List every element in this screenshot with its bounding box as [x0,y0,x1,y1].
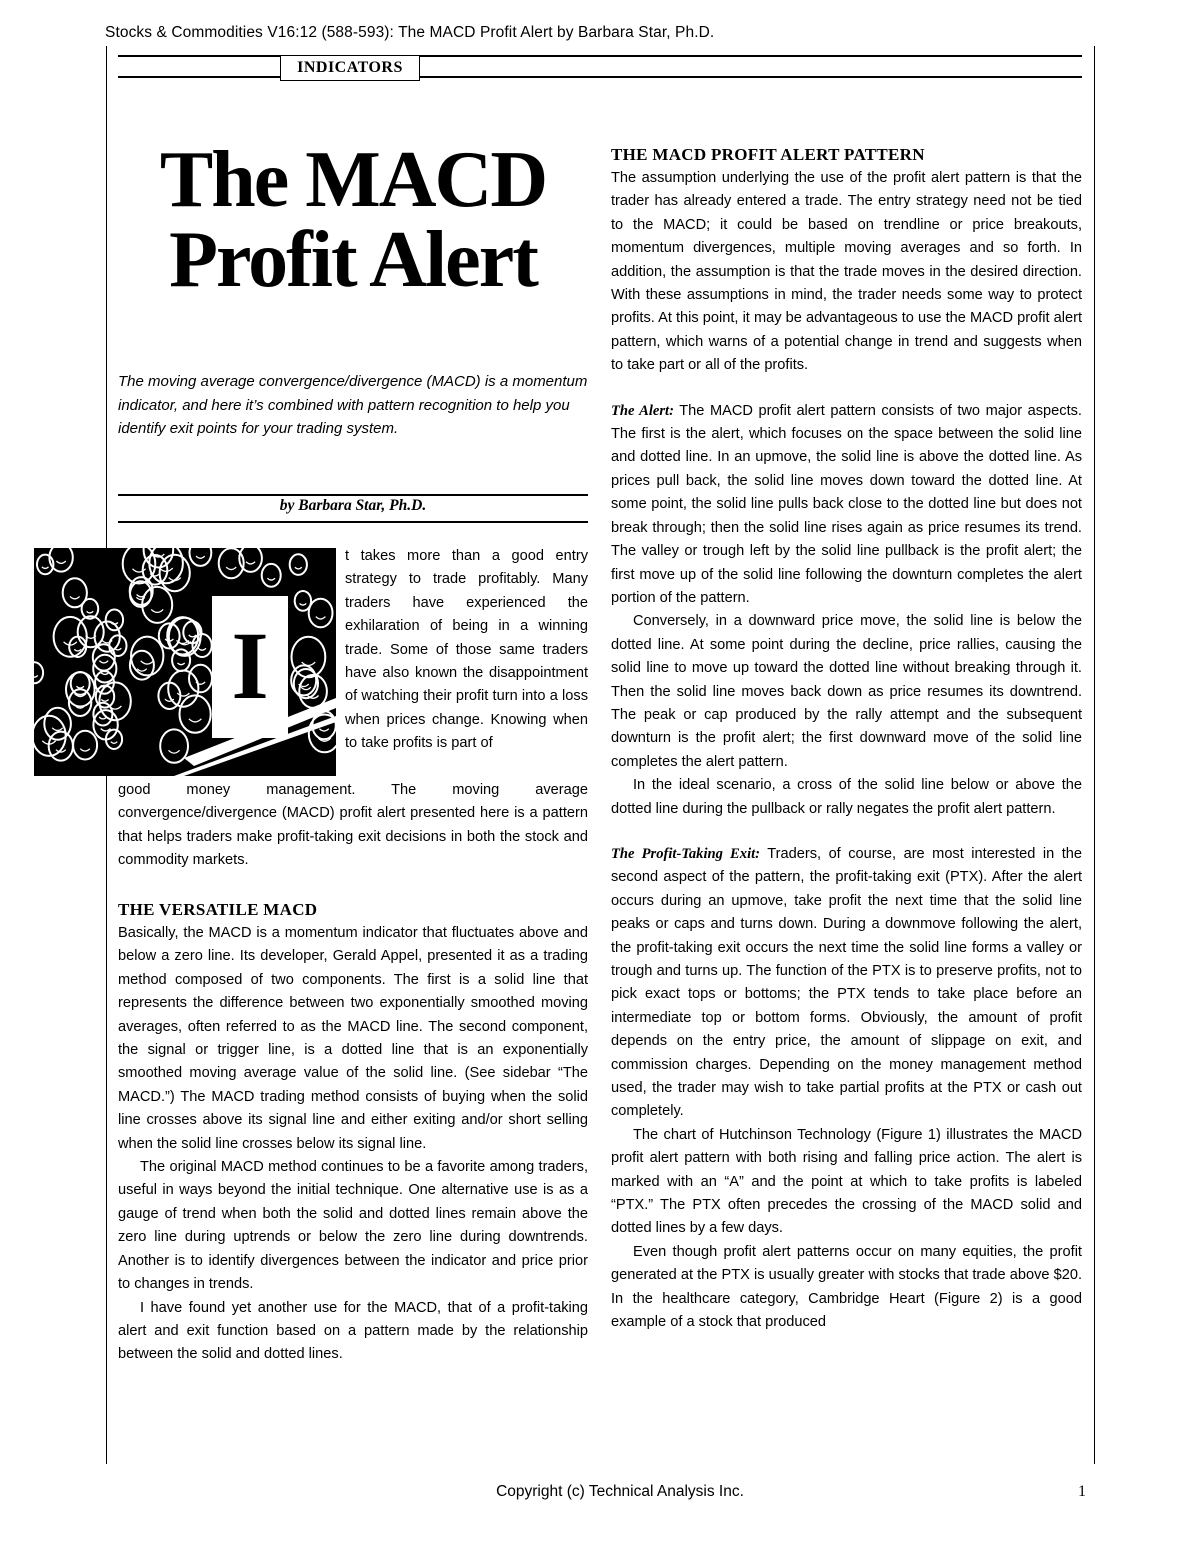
section-heading-versatile: THE VERSATILE MACD [118,900,318,919]
article-title-line-1: The MACD [159,136,547,224]
exit-paragraph-2: The chart of Hutchinson Technology (Figure 1) illustrates the MACD profit alert pattern with both rising and falling price action. The alert is marked with an “A” and the point at which to take profits is labeled “PTX.” The PTX often precedes the crossing of the MACD solid and dotted lines by a few days. [611,1126,1082,1237]
alert-text-1: The MACD profit alert pattern consists of two major aspects. The first is the alert, which focuses on the space between the solid line and dotted line. In an upmove, the solid line is above the dotted line. As prices pull back, the solid line moves down toward the dotted line. At some point, the solid line pulls back close to the dotted line but does not break through; then the solid line rises again as price resumes its trend. The valley or trough left by the solid line pullback is the profit alert; the first move up of the solid line following the downturn completes the alert portion of the pattern. [611,402,1082,606]
paragraph-gap [611,821,1082,843]
article-deck: The moving average convergence/divergence (MACD) is a momentum indicator, and here it’s combined with pattern recognition to help you identify exit points for your trading system. [118,373,588,437]
intro-paragraph-top [345,545,588,756]
section-heading-pattern: THE MACD PROFIT ALERT PATTERN [611,145,925,164]
byline: by Barbara Star, Ph.D. [279,497,427,514]
intro-paragraph-bottom [118,779,588,873]
intro-text-bottom: good money management. The moving average convergence/divergence (MACD) profit alert presented here is a pattern that helps traders make profit-taking exit decisions in both the stock and commodity markets. [118,782,588,869]
section-tag: INDICATORS [280,55,420,81]
right-column-rule [1094,46,1095,1464]
alert-paragraph-1 [611,400,1082,611]
byline-rule-bottom [118,521,588,523]
article-title-line-2: Profit Alert [169,216,537,304]
alert-lead-in: The Alert: [611,402,674,419]
drop-cap-letter: I [231,612,269,719]
alert-paragraph-2: Conversely, in a downward price move, the solid line is below the dotted line. At some point during the decline, price rallies, causing the solid line to move up toward the dotted line without breaking through it. Then the solid line moves back down as price resumes its downtrend. The peak or cap produced by the rally attempt and the subsequent downturn is the profit alert; the first downward move of the solid line completes the alert pattern. [611,613,1082,770]
intro-text-top: t takes more than a good entry strategy to trade profitably. Many traders have experienced the exhilaration of being in a winning trade. Some of those same traders have also known the disappointment of watching their profit turn into a loss when prices change. Knowing when to take profits is part of [345,548,588,752]
drop-cap-illustration [34,548,336,776]
exit-paragraph-1 [611,843,1082,1124]
byline-rule-top [118,494,588,496]
exit-paragraph-3: Even though profit alert patterns occur on many equities, the profit generated at the PTX is usually greater with stocks that trade above $20. In the healthcare category, Cambridge Heart (Figure 2) is a good example of a stock that produced [611,1243,1082,1331]
top-double-rule-upper [118,55,1082,57]
running-header: Stocks & Commodities V16:12 (588-593): The MACD Profit Alert by Barbara Star, Ph.D. [105,24,715,41]
top-double-rule-lower [118,76,1082,78]
article-title [118,136,588,304]
versatile-paragraph-2: The original MACD method continues to be a favorite among traders, useful in ways beyond the initial technique. One alternative use is as a gauge of trend when both the solid and dotted lines remain above the zero line during uptrends or below the zero line during downtrends. Another is to identify divergences between the indicator and price prior to changes in trends. [118,1159,588,1293]
pattern-paragraph-1: The assumption underlying the use of the profit alert pattern is that the trader has already entered a trade. The entry strategy need not be tied to the MACD; it could be based on trendline or price breakouts, momentum divergences, multiple moving averages and so forth. In addition, the assumption is that the trade moves in the desired direction. With these assumptions in mind, the trader needs some way to protect profits. At this point, it may be advantageous to use the MACD profit alert pattern, which warns of a potential change in trend and suggests when to take part or all of the profits. [611,170,1082,374]
page-number: 1 [1078,1483,1086,1500]
versatile-paragraph-3: I have found yet another use for the MACD, that of a profit-taking alert and exit function based on a pattern made by the relationship between the solid and dotted lines. [118,1299,588,1363]
exit-text-1: Traders, of course, are most interested in the second aspect of the pattern, the profit-taking exit (PTX). After the alert occurs during an upmove, take profit the next time that the solid line peaks or caps and turns down. During a downmove following the alert, the profit-taking exit occurs the next time the solid line forms a valley or trough and turns up. The function of the PTX is to preserve profits, not to pick exact tops or bottoms; the PTX tends to take place before an intermediate top or bottom forms. Obviously, the amount of profit depends on the entry price, the amount of slippage on exit, and commission charges. Depending on the money management method used, the trader may wish to take partial profits at the PTX or cash out completely. [611,845,1082,1120]
alert-paragraph-3: In the ideal scenario, a cross of the solid line below or above the dotted line during the pullback or rally negates the profit alert pattern. [611,777,1082,817]
right-column-body [611,143,1082,1335]
left-column-body [118,898,588,1367]
versatile-paragraph-1: Basically, the MACD is a momentum indicator that fluctuates above and below a zero line. Its developer, Gerald Appel, presented it as a trading method composed of two components. The first is a solid line that represents the difference between two exponentially smoothed moving averages, often referred to as the MACD line. The second component, the signal or trigger line, is a dotted line that is an exponentially smoothed moving average value of the solid line. (See sidebar “The MACD.”) The MACD trading method consists of buying when the solid line crosses above its signal line and either exiting and/or short selling when the solid line crosses below its signal line. [118,925,588,1152]
exit-lead-in: The Profit-Taking Exit: [611,845,761,862]
paragraph-gap [611,378,1082,400]
footer-copyright: Copyright (c) Technical Analysis Inc. [496,1483,744,1500]
